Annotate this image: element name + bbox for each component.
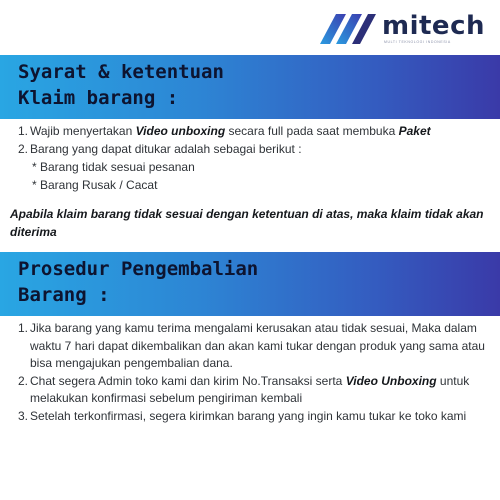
item-text xyxy=(30,373,488,408)
title-line: Klaim barang : xyxy=(18,87,179,109)
brand-name: mitech xyxy=(382,11,485,41)
brand-logo xyxy=(318,10,485,46)
section-banner-terms xyxy=(0,55,500,119)
item-number: 3. xyxy=(18,408,29,423)
brand-tagline: MULTI TEKNOLOGI INDONESIA xyxy=(384,40,451,44)
list-item xyxy=(18,141,488,159)
item-text xyxy=(30,123,488,141)
sub-item: * Barang tidak sesuai pesanan xyxy=(32,160,195,174)
logo-text xyxy=(382,12,485,44)
list-item xyxy=(18,320,488,373)
section-title-terms xyxy=(18,59,224,111)
text-part: Wajib menyertakan xyxy=(30,124,136,138)
terms-list xyxy=(18,123,488,158)
title-line: Barang : xyxy=(18,284,110,306)
item-number: 2. xyxy=(18,373,29,388)
item-number: 2. xyxy=(18,141,29,156)
text-part: untuk melakukan konfirmasi sebelum pengiriman kembali xyxy=(30,373,470,405)
section-title-procedure xyxy=(18,256,258,308)
text-emphasis: Video unboxing xyxy=(135,124,226,138)
text-emphasis: Paket xyxy=(398,124,431,138)
sub-item: * Barang Rusak / Cacat xyxy=(32,178,158,192)
terms-note: Apabila klaim barang tidak sesuai dengan ketentuan di atas, maka klaim tidak akan diterima xyxy=(10,207,484,239)
procedure-list xyxy=(18,320,488,425)
section-banner-procedure xyxy=(0,252,500,316)
text-emphasis: Video Unboxing xyxy=(345,373,437,388)
text-part: Chat segera Admin toko kami dan kirim No.Transaksi serta xyxy=(30,373,346,388)
item-text: Setelah terkonfirmasi, segera kirimkan barang yang ingin kamu tukar ke toko kami xyxy=(30,408,467,423)
item-number: 1. xyxy=(18,124,29,138)
list-item xyxy=(18,373,488,408)
text-part: secara full pada saat membuka xyxy=(225,124,399,138)
item-number: 1. xyxy=(18,321,29,335)
item-text: Barang yang dapat ditukar adalah sebagai berikut : xyxy=(30,141,302,156)
title-line: Prosedur Pengembalian xyxy=(18,258,259,280)
item-text: Jika barang yang kamu terima mengalami kerusakan atau tidak sesuai, Maka dalam waktu 7 hari dapat dikembalikan dan akan kami tukar dengan produk yang sama atau bisa mengajukan pengembalian dana. xyxy=(30,321,485,370)
mitech-logo-icon xyxy=(318,10,378,46)
list-item xyxy=(18,408,488,426)
title-line: Syarat & ketentuan xyxy=(18,61,224,83)
list-item xyxy=(18,123,488,141)
